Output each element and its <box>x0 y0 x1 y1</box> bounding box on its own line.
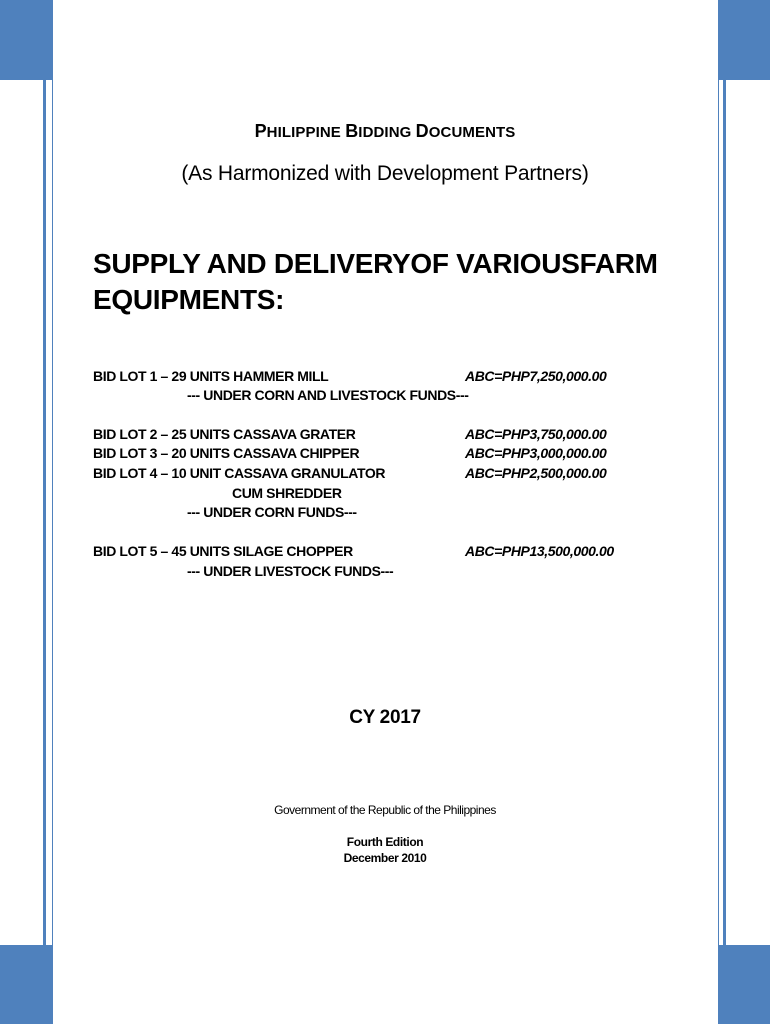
bid-lot-2-label: BID LOT 2 – 25 UNITS CASSAVA GRATER <box>93 426 356 442</box>
edition-info <box>0 834 770 866</box>
bid-lot-5-abc: ABC=PHP13,500,000.00 <box>465 543 614 559</box>
bid-lot-3-label: BID LOT 3 – 20 UNITS CASSAVA CHIPPER <box>93 445 360 461</box>
government-name: Government of the Republic of the Philippines <box>274 803 496 817</box>
document-subtitle: (As Harmonized with Development Partners) <box>181 162 589 185</box>
bid-lot-4-label: BID LOT 4 – 10 UNIT CASSAVA GRANULATOR <box>93 465 386 481</box>
bid-lot-2-abc: ABC=PHP3,750,000.00 <box>465 426 607 442</box>
page-right-edge <box>718 0 719 1024</box>
edition-date: December 2010 <box>343 851 427 865</box>
document-title: PHILIPPINE BIDDING DOCUMENTS <box>254 121 516 141</box>
project-title <box>93 246 713 318</box>
left-border <box>43 0 46 1024</box>
bid-lot-3-abc: ABC=PHP3,000,000.00 <box>465 445 607 461</box>
calendar-year: CY 2017 <box>349 707 421 728</box>
edition-label: Fourth Edition <box>346 835 424 849</box>
bid-lot-4-abc: ABC=PHP2,500,000.00 <box>465 465 607 481</box>
bid-lot-1-label: BID LOT 1 – 29 UNITS HAMMER MILL <box>93 368 329 384</box>
page-left-edge <box>52 0 53 1024</box>
fund-note-corn-livestock: --- UNDER CORN AND LIVESTOCK FUNDS--- <box>187 387 469 403</box>
fund-note-livestock: --- UNDER LIVESTOCK FUNDS--- <box>187 563 394 579</box>
project-title-line1: SUPPLY AND DELIVERYOF VARIOUSFARM <box>93 248 658 279</box>
right-border <box>723 0 726 1024</box>
bid-lot-5-label: BID LOT 5 – 45 UNITS SILAGE CHOPPER <box>93 543 353 559</box>
bid-lot-4-label-cont: CUM SHREDDER <box>232 485 342 501</box>
page-sheet <box>52 0 719 1024</box>
fund-note-corn: --- UNDER CORN FUNDS--- <box>187 504 357 520</box>
bid-lot-1-abc: ABC=PHP7,250,000.00 <box>465 368 607 384</box>
project-title-line2: EQUIPMENTS: <box>93 284 285 315</box>
